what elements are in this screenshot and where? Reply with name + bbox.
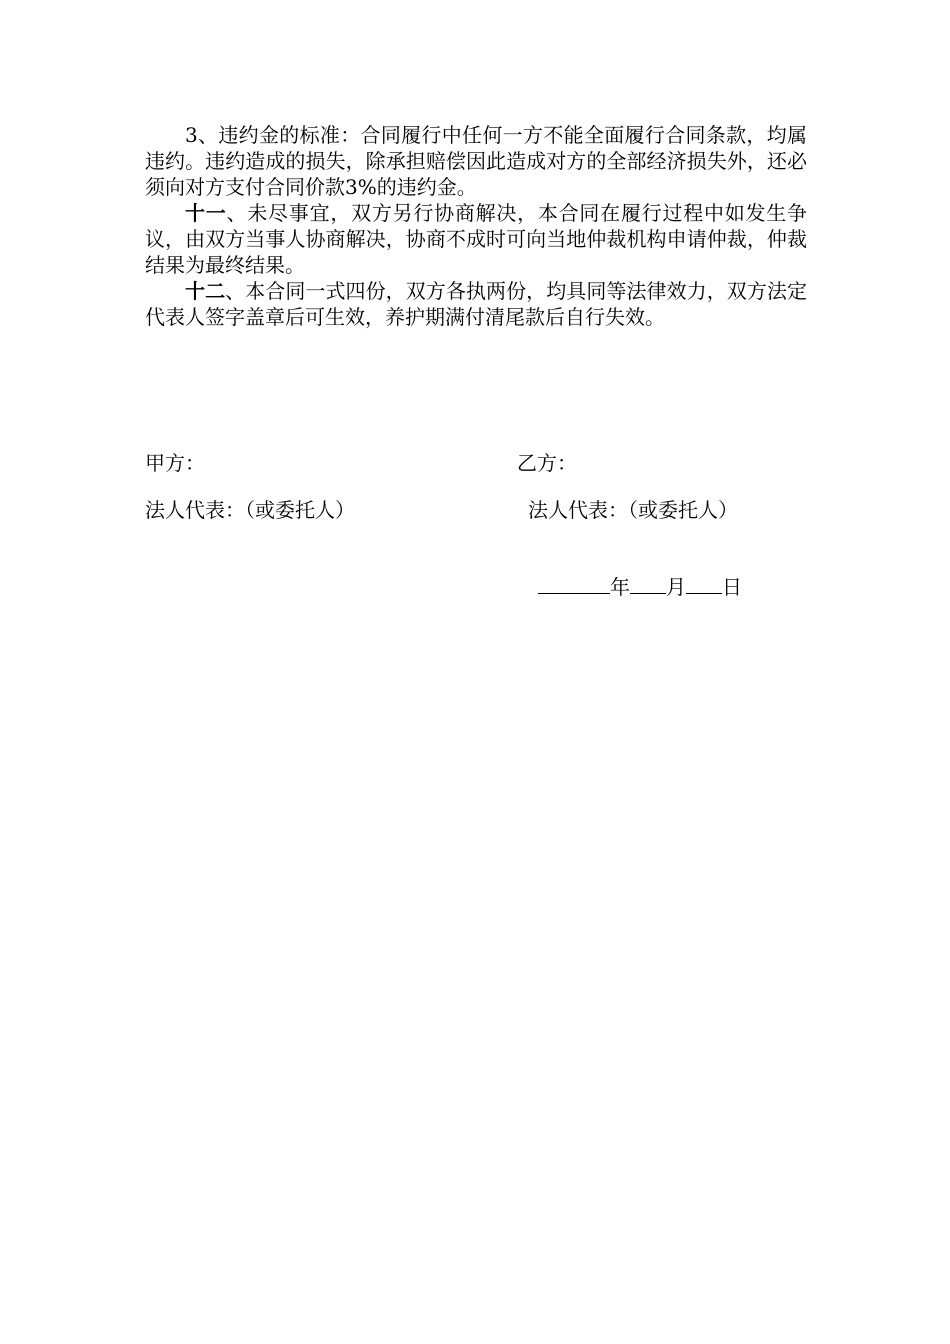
year-blank [538,573,610,594]
party-a-representative: 法人代表：（或委托人） [145,498,355,522]
clause-eleven [145,200,807,278]
clause-twelve [145,278,807,330]
clause-number: 十二 [185,279,226,303]
clause-text: 、本合同一式四份，双方各执两份，均具同等法律效力，双方法定代表人签字盖章后可生效，养护期满付清尾款后自行失效。 [145,279,808,329]
day-blank [686,573,722,594]
party-a-label: 甲方： [145,451,205,475]
day-label: 日 [722,575,742,599]
clause-text: 、未尽事宜，双方另行协商解决，本合同在履行过程中如发生争议，由双方当事人协商解决，协商不成时可向当地仲裁机构申请仲裁，仲裁结果为最终结果。 [145,201,808,277]
month-label: 月 [666,575,686,599]
clause-penalty-standard [145,122,807,200]
month-blank [630,573,666,594]
signing-date [538,573,742,600]
year-label: 年 [610,575,630,599]
party-b-label: 乙方： [517,451,577,475]
clause-number: 十一 [185,201,227,225]
contract-body [145,122,807,330]
clause-text: 3、违约金的标准：合同履行中任何一方不能全面履行合同条款，均属违约。违约造成的损失，除承担赔偿因此造成对方的全部经济损失外，还必须向对方支付合同价款3%的违约金。 [145,123,807,199]
party-b-representative: 法人代表：（或委托人） [528,498,738,522]
